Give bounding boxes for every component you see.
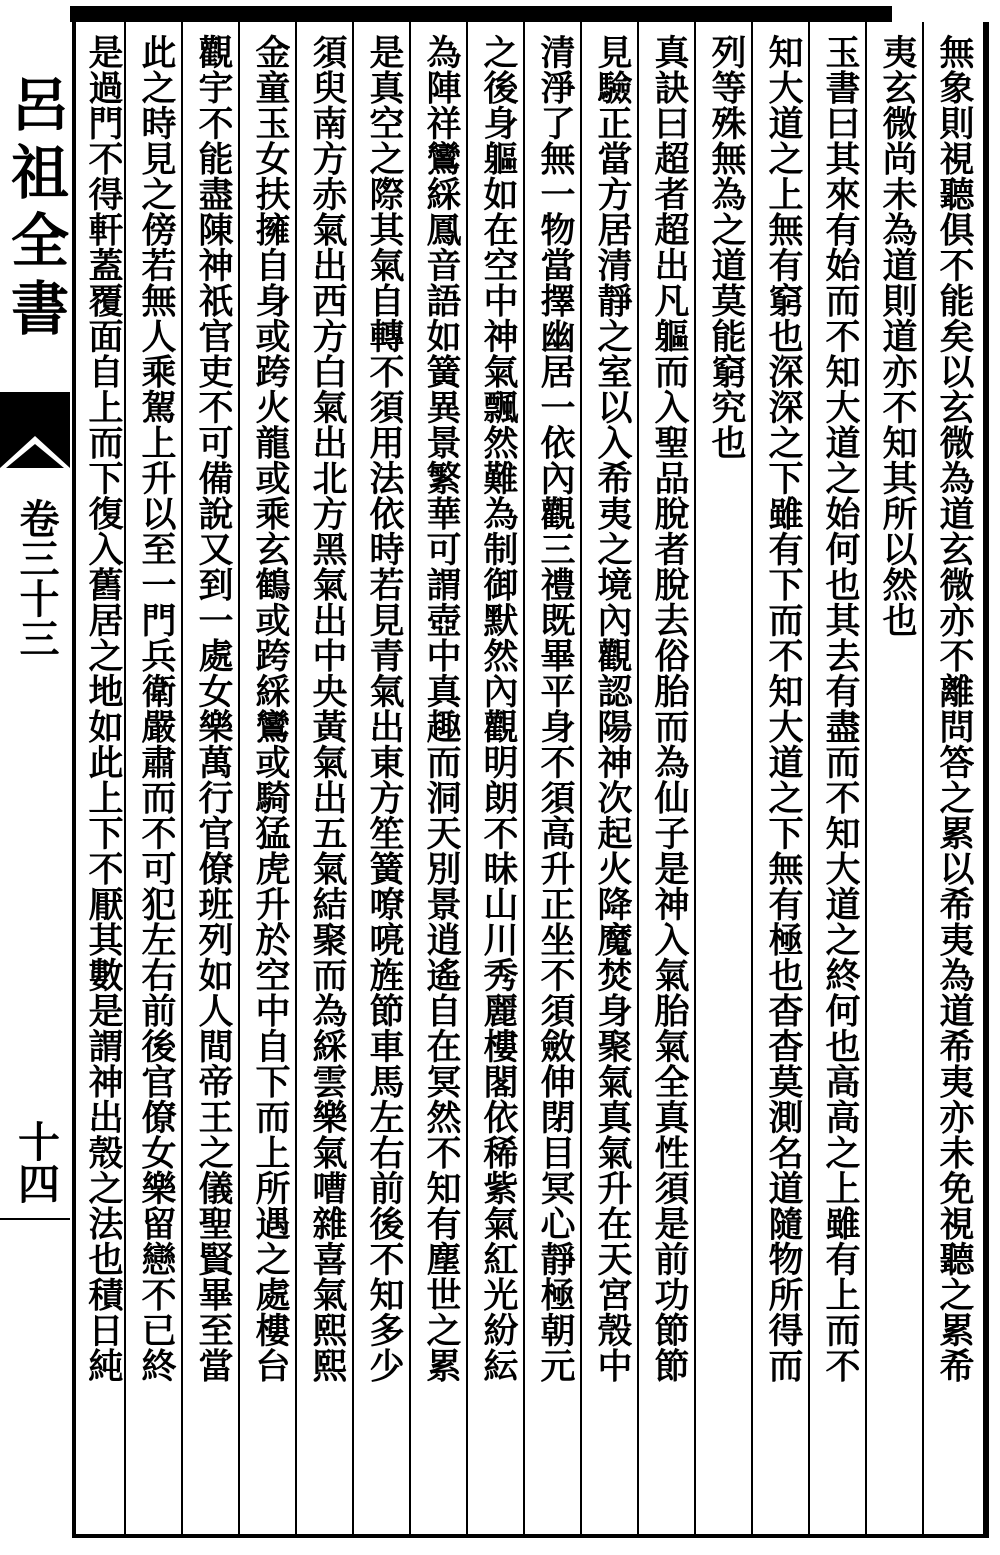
text-column: 是真空之際其氣自轉不須用法依時若見青氣出東方笙簧嘹喨旌節車馬左右前後不知多少 [364,34,405,1383]
text-column: 見驗正當方居清靜之室以入希夷之境內觀認陽神次起火降魔焚身聚氣真氣升在天宮殼中 [592,34,633,1383]
text-column: 無象則視聽俱不能矣以玄微為道玄微亦不離問答之累以希夷為道希夷亦未免視聽之累希 [934,34,975,1383]
text-column: 知大道之上無有窮也深深之下雖有下而不知大道之下無有極也杳杳莫測名道隨物所得而 [763,34,804,1383]
text-column: 為陣祥鸞綵鳳音語如簧異景繁華可謂壺中真趣而洞天別景逍遙自在冥然不知有塵世之累 [421,34,462,1383]
text-column: 須臾南方赤氣出西方白氣出北方黑氣出中央黃氣出五氣結聚而為綵雲樂氣嘈雜喜氣熙熙 [307,34,348,1383]
text-column: 真訣曰超者超出凡軀而入聖品脫者脫去俗胎而為仙子是神入氣胎氣全真性須是前功節節 [649,34,690,1383]
volume-number: 卷三十三 [13,498,60,658]
text-column: 觀宇不能盡陳神祇官吏不可備說又到一處女樂萬行官僚班列如人間帝王之儀聖賢畢至當 [193,34,234,1383]
book-title: 呂祖全書 [1,74,69,346]
text-column: 是過門不得軒蓋覆面自上而下復入舊居之地如此上下不厭其數是謂神出殼之法也積日純 [83,34,124,1383]
margin-divider [0,1218,70,1220]
frame-top-border [70,6,892,22]
text-column: 金童玉女扶擁自身或跨火龍或乘玄鶴或跨綵鸞或騎猛虎升於空中自下而上所遇之處樓台 [250,34,291,1383]
leaf-number: 十四 [12,1120,61,1204]
fishtail-mark-icon [0,392,70,468]
frame-right-border [983,22,989,1538]
text-column: 夷玄微尚未為道則道亦不知其所以然也 [877,34,918,638]
text-column: 列等殊無為之道莫能窮究也 [706,34,747,460]
text-column: 之後身軀如在空中神氣飄然難為制御默然內觀明朗不昧山川秀麗樓閣依稀紫氣紅光紛紜 [478,34,519,1383]
frame-bottom-border [72,1534,988,1538]
text-column: 玉書曰其來有始而不知大道之始何也其去有盡而不知大道之終何也高高之上雖有上而不 [820,34,861,1383]
text-column: 清淨了無一物當擇幽居一依內觀三禮既畢平身不須高升正坐不須斂伸閉目冥心靜極朝元 [535,34,576,1383]
text-column: 此之時見之傍若無人乘駕上升以至一門兵衛嚴肅而不可犯左右前後官僚女樂留戀不已終 [136,34,177,1383]
